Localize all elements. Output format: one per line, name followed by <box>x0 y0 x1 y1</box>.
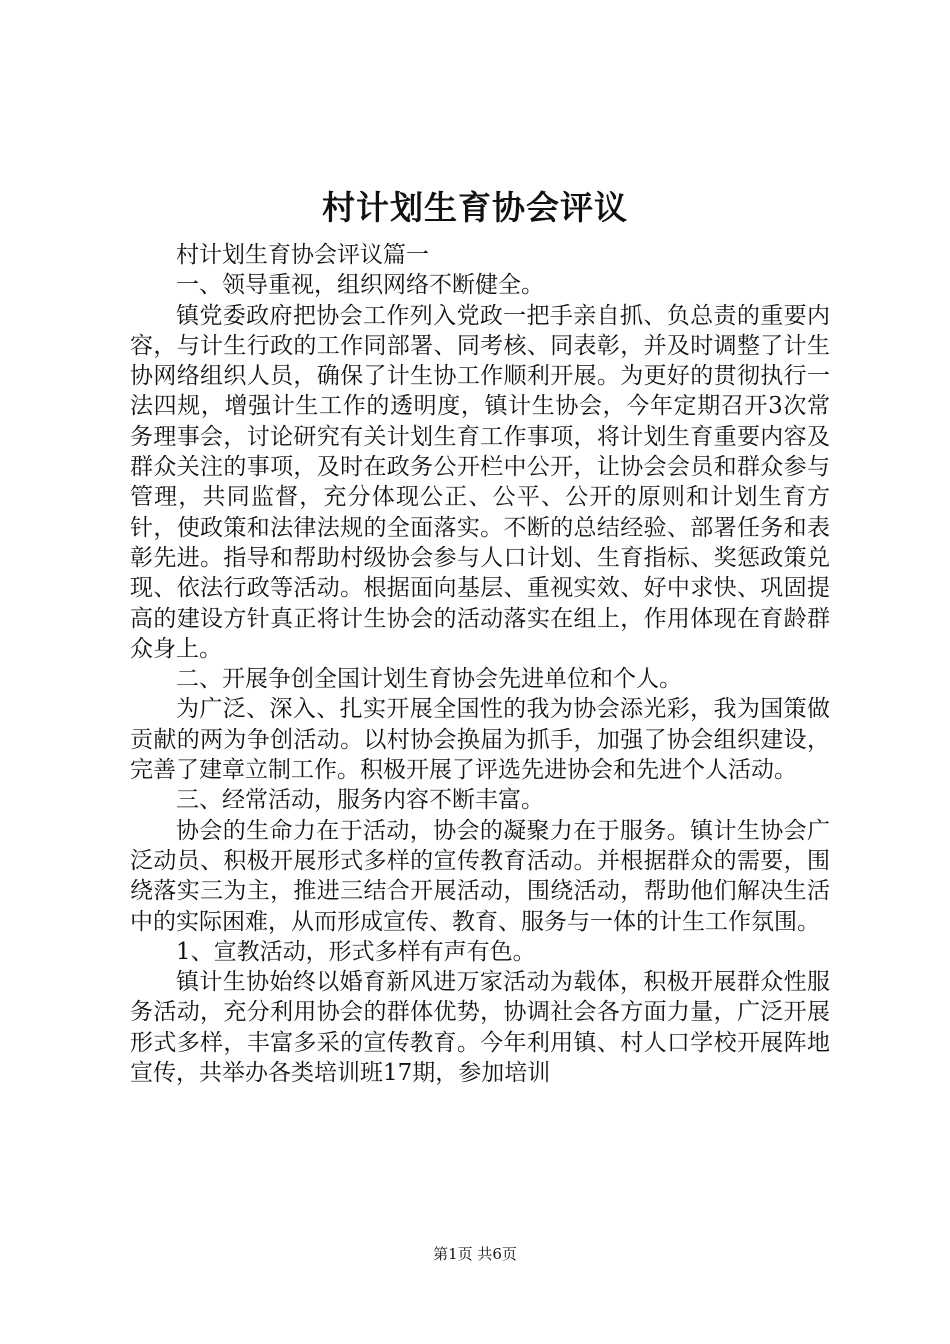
paragraph-heading-3: 三、经常活动，服务内容不断丰富。 <box>176 787 544 814</box>
paragraph-body-3: 协会的生命力在于活动，协会的凝聚力在于服务。镇计生协会广泛动员、积极开展形式多样的宣传教育活动。并根据群众的需要，围绕落实三为主，推进三结合开展活动，围绕活动，帮助他们解决生活中的实际困难，从而形成宣传、教育、服务与一体的计生工作氛围。 <box>130 817 830 935</box>
paragraph-body-1: 镇党委政府把协会工作列入党政一把手亲自抓、负总责的重要内容，与计生行政的工作同部署、同考核、同表彰，并及时调整了计生协网络组织人员，确保了计生协工作顺利开展。为更好的贯彻执行一法四规，增强计生工作的透明度，镇计生协会，今年定期召开3次常务理事会，讨论研究有关计划生育工作事项，将计划生育重要内容及群众关注的事项，及时在政务公开栏中公开，让协会会员和群众参与管理，共同监督，充分体现公正、公平、公开的原则和计划生育方针，使政策和法律法规的全面落实。不断的总结经验、部署任务和表彰先进。指导和帮助村级协会参与人口计划、生育指标、奖惩政策兑现、依法行政等活动。根据面向基层、重视实效、好中求快、巩固提高的建设方针真正将计生协会的活动落实在组上，作用体现在育龄群众身上。 <box>130 302 830 662</box>
paragraph-heading-2: 二、开展争创全国计划生育协会先进单位和个人。 <box>176 666 682 693</box>
page-footer: 第1页 共6页 <box>433 1245 517 1263</box>
paragraph-subheading-1: 1、宣教活动，形式多样有声有色。 <box>176 938 536 965</box>
paragraph-heading-1: 一、领导重视，组织网络不断健全。 <box>176 272 544 299</box>
paragraph-body-4: 镇计生协始终以婚育新风进万家活动为载体，积极开展群众性服务活动，充分利用协会的群体优势，协调社会各方面力量，广泛开展形式多样，丰富多采的宣传教育。今年利用镇、村人口学校开展阵地宣传，共举办各类培训班17期，参加培训 <box>130 969 830 1087</box>
document-title: 村计划生育协会评议 <box>322 188 628 227</box>
document-body <box>130 240 830 1088</box>
paragraph-subtitle: 村计划生育协会评议篇一 <box>176 242 429 268</box>
paragraph-body-2: 为广泛、深入、扎实开展全国性的我为协会添光彩，我为国策做贡献的两为争创活动。以村协会换届为抓手，加强了协会组织建设，完善了建章立制工作。积极开展了评选先进协会和先进个人活动。 <box>130 696 830 784</box>
